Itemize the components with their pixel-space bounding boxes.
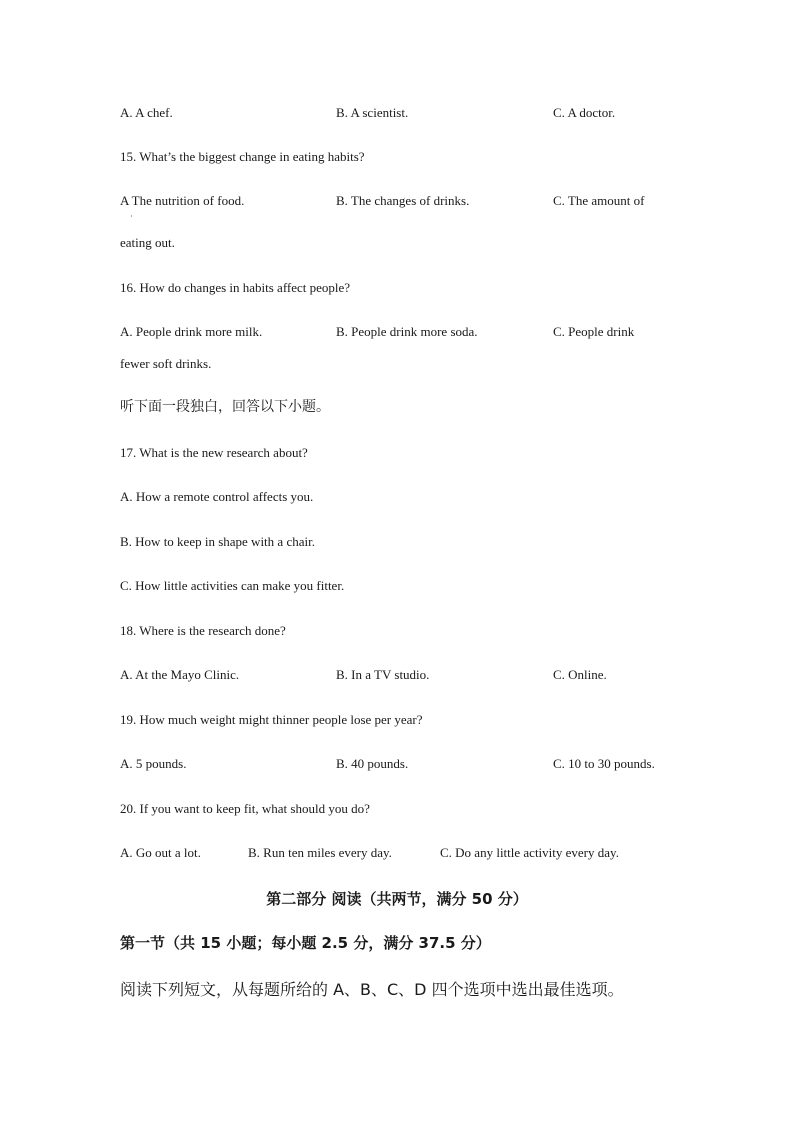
q14-option-a: A. A chef. (120, 105, 173, 120)
q18-option-a: A. At the Mayo Clinic. (120, 667, 240, 682)
q17-stem: 17. What is the new research about? (120, 445, 308, 460)
q15-option-c: C. The amount of (553, 193, 645, 208)
q15-option-c-continued: eating out. (120, 235, 175, 250)
q18-option-c: C. Online. (553, 667, 607, 682)
q16-option-c-continued: fewer soft drinks. (120, 356, 212, 371)
section1-heading: 第一节（共 15 小题；每小题 2.5 分，满分 37.5 分） (120, 934, 491, 952)
q20-option-c: C. Do any little activity every day. (440, 845, 619, 860)
q14-option-c: C. A doctor. (553, 105, 616, 120)
part2-heading: 第二部分 阅读（共两节，满分 50 分） (266, 890, 528, 908)
reading-instruction: 阅读下列短文，从每题所给的 A、B、C、D 四个选项中选出最佳选项。 (120, 980, 624, 999)
monologue-instruction: 听下面一段独白，回答以下小题。 (120, 399, 330, 415)
q19-option-c: C. 10 to 30 pounds. (553, 756, 655, 771)
q16-option-c: C. People drink (553, 324, 635, 339)
stray-dot-mark: · (130, 212, 133, 221)
q15-option-a: A The nutrition of food. (120, 193, 245, 208)
q17-option-c: C. How little activities can make you fitter. (120, 578, 345, 593)
q18-stem: 18. Where is the research done? (120, 623, 286, 638)
q15-stem: 15. What’s the biggest change in eating habits? (120, 149, 365, 164)
q16-stem: 16. How do changes in habits affect people? (120, 280, 351, 295)
q19-option-a: A. 5 pounds. (120, 756, 187, 771)
q20-option-a: A. Go out a lot. (120, 845, 201, 860)
q14-option-b: B. A scientist. (336, 105, 409, 120)
q19-option-b: B. 40 pounds. (336, 756, 409, 771)
q17-option-a: A. How a remote control affects you. (120, 489, 314, 504)
q17-option-b: B. How to keep in shape with a chair. (120, 534, 315, 549)
q20-option-b: B. Run ten miles every day. (248, 845, 392, 860)
q16-option-b: B. People drink more soda. (336, 324, 478, 339)
q20-stem: 20. If you want to keep fit, what should you do? (120, 801, 370, 816)
q15-option-b: B. The changes of drinks. (336, 193, 470, 208)
q16-option-a: A. People drink more milk. (120, 324, 263, 339)
q18-option-b: B. In a TV studio. (336, 667, 430, 682)
q19-stem: 19. How much weight might thinner people lose per year? (120, 712, 423, 727)
